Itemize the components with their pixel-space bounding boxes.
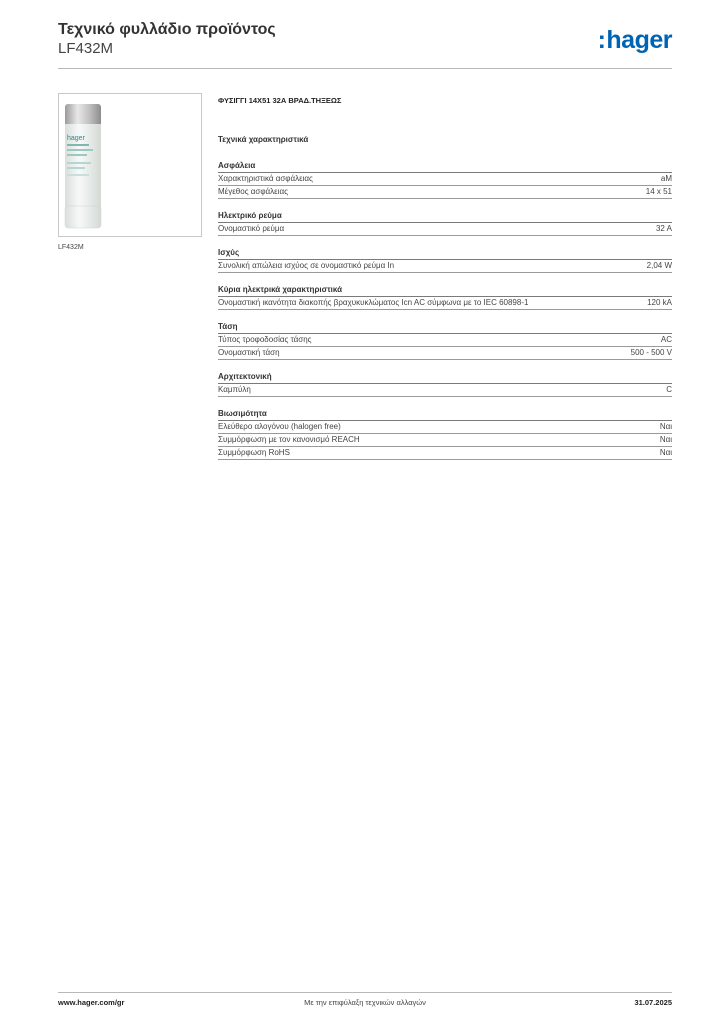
spec-value: AC [660,335,672,344]
group-title: Ηλεκτρικό ρεύμα [218,209,672,223]
spec-label: Ονομαστικό ρεύμα [218,224,285,233]
product-image [58,93,202,237]
spec-label: Ονομαστική ικανότητα διακοπής βραχυκυκλώματος Icn AC σύμφωνα με το IEC 60898-1 [218,298,529,307]
product-name: ΦΥΣΙΓΓΙ 14Χ51 32Α ΒΡΑΔ.ΤΗΞΕΩΣ [218,96,342,105]
spec-label: Συνολική απώλεια ισχύος σε ονομαστικό ρεύμα In [218,261,395,270]
spec-value: 120 kA [647,298,672,307]
group-title: Τάση [218,320,672,334]
spec-label: Τύπος τροφοδοσίας τάσης [218,335,312,344]
spec-label: Ελεύθερο αλογόνου (halogen free) [218,422,341,431]
spec-value: 32 A [655,224,672,233]
section-heading: Τεχνικά χαρακτηριστικά [218,135,309,144]
spec-value: aM [660,174,672,183]
spec-value: C [666,385,672,394]
group-title: Ασφάλεια [218,159,672,173]
footer-date: 31.07.2025 [634,998,672,1007]
footer-divider [58,992,672,993]
footer-website-link[interactable]: www.hager.com/gr [58,998,125,1007]
spec-row [218,297,672,310]
spec-group-fuse [218,159,672,199]
spec-row [218,260,672,273]
spec-value: 2,04 W [646,261,672,270]
hager-logo: :hager [597,26,672,54]
spec-content [218,96,672,470]
spec-row [218,347,672,360]
fuse-cartridge-icon [59,94,201,236]
spec-group-sustainability [218,407,672,460]
spec-label: Μέγεθος ασφάλειας [218,187,288,196]
footer-notice: Με την επιφύλαξη τεχνικών αλλαγών [304,998,426,1007]
spec-label: Συμμόρφωση RoHS [218,448,290,457]
spec-row [218,384,672,397]
spec-row [218,173,672,186]
group-title: Ισχύς [218,246,672,260]
spec-label: Χαρακτηριστικά ασφάλειας [218,174,313,183]
document-subtitle: LF432M [58,40,114,57]
group-title: Βιωσιμότητα [218,407,672,421]
spec-row [218,434,672,447]
spec-label: Ονομαστική τάση [218,348,280,357]
spec-row [218,421,672,434]
spec-value: 500 - 500 V [630,348,672,357]
header-divider [58,68,672,69]
spec-label: Συμμόρφωση με τον κανονισμό REACH [218,435,360,444]
page-footer [58,998,672,1010]
spec-value: Ναι [659,435,672,444]
page-header [58,20,672,58]
spec-group-power [218,246,672,273]
spec-row [218,223,672,236]
spec-row [218,334,672,347]
spec-row [218,447,672,460]
spec-group-current [218,209,672,236]
spec-value: 14 x 51 [645,187,672,196]
image-caption: LF432M [58,244,84,251]
image-brand-label: hager [67,135,85,142]
spec-group-voltage [218,320,672,360]
group-title: Αρχιτεκτονική [218,370,672,384]
spec-row [218,186,672,199]
logo-text: hager [606,26,672,54]
document-title: Τεχνικό φυλλάδιο προϊόντος [58,21,276,38]
group-title: Κύρια ηλεκτρικά χαρακτηριστικά [218,283,672,297]
spec-group-architecture [218,370,672,397]
spec-value: Ναι [659,422,672,431]
spec-group-electrical [218,283,672,310]
spec-label: Καμπύλη [218,385,251,394]
spec-value: Ναι [659,448,672,457]
